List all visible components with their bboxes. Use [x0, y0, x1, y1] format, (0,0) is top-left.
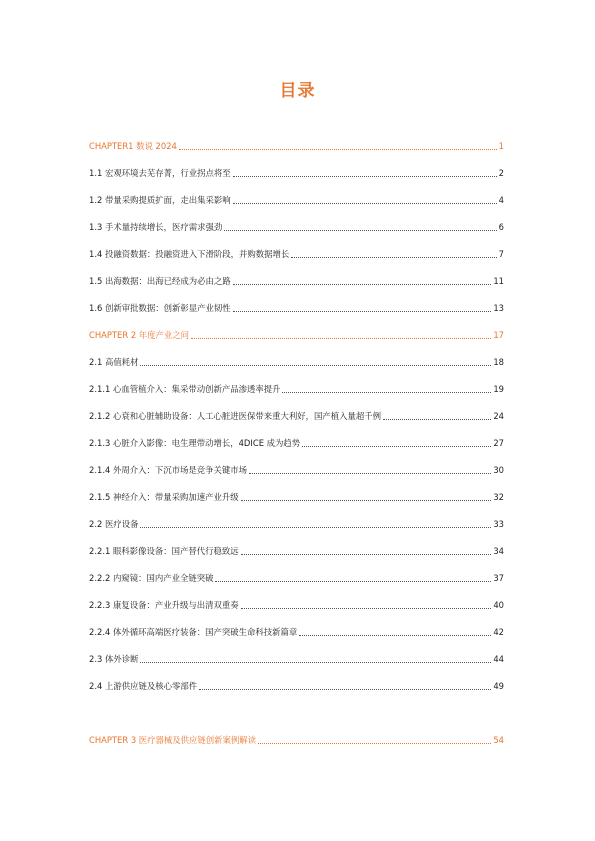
- dot-leader: [233, 203, 497, 204]
- dot-leader: [291, 257, 496, 258]
- toc-entry-page: 42: [493, 627, 504, 637]
- dot-leader: [241, 608, 492, 609]
- toc-entry-2-2-1[interactable]: [89, 544, 504, 558]
- toc-entry-page: 6: [498, 222, 504, 232]
- toc-entry-1-2[interactable]: [89, 193, 504, 207]
- dot-leader: [233, 176, 497, 177]
- toc-entry-chapter-1[interactable]: [89, 139, 504, 153]
- dot-leader: [249, 473, 491, 474]
- dot-leader: [224, 230, 496, 231]
- toc-entry-page: 18: [493, 357, 504, 367]
- toc-entry-page: 13: [493, 303, 504, 313]
- toc-entry-page: 1: [498, 141, 504, 151]
- toc-entry-label: 2.1 高值耗材: [89, 357, 139, 367]
- dot-leader: [299, 635, 491, 636]
- toc-entry-label: 1.4 投融资数据：投融资进入下滑阶段，并购数据增长: [89, 249, 290, 259]
- dot-leader: [215, 581, 491, 582]
- toc-entry-chapter-2[interactable]: [89, 328, 504, 342]
- toc-entry-label: 2.2.2 内窥镜：国内产业全链突破: [89, 573, 214, 583]
- toc-entry-label: 1.5 出海数据：出海已经成为必由之路: [89, 276, 231, 286]
- toc-entry-label: 2.2 医疗设备: [89, 519, 139, 529]
- toc-entry-2-1[interactable]: [89, 355, 504, 369]
- dot-leader: [233, 311, 492, 312]
- toc-entry-page: 4: [498, 195, 504, 205]
- toc-entry-label: CHAPTER 2 年度产业之问: [89, 330, 190, 340]
- toc-entry-2-2-2[interactable]: [89, 571, 504, 585]
- toc-entry-page: 54: [493, 735, 504, 745]
- toc-entry-2-3[interactable]: [89, 652, 504, 666]
- toc-entry-label: 2.2.1 眼科影像设备：国产替代行稳致远: [89, 546, 239, 556]
- toc-entry-page: 30: [493, 465, 504, 475]
- dot-leader: [302, 446, 491, 447]
- toc-entry-page: 7: [498, 249, 504, 259]
- toc-entry-label: 1.1 宏观环境去芜存菁，行业拐点将至: [89, 168, 231, 178]
- dot-leader: [241, 500, 492, 501]
- toc-entry-2-2-3[interactable]: [89, 598, 504, 612]
- toc-entry-label: 2.2.3 康复设备：产业升级与出清双重奏: [89, 600, 239, 610]
- toc-entry-label: 2.3 体外诊断: [89, 654, 139, 664]
- toc-entry-2-1-4[interactable]: [89, 463, 504, 477]
- dot-leader: [241, 554, 492, 555]
- toc-entry-1-5[interactable]: [89, 274, 504, 288]
- dot-leader: [140, 662, 491, 663]
- toc-entry-page: 33: [493, 519, 504, 529]
- toc-entry-page: 37: [493, 573, 504, 583]
- toc-entry-page: 44: [493, 654, 504, 664]
- toc-entry-page: 2: [498, 168, 504, 178]
- toc-entry-label: 2.1.1 心血管植介入：集采带动创新产品渗透率提升: [89, 384, 281, 394]
- dot-leader: [383, 419, 491, 420]
- toc-entry-page: 17: [493, 330, 504, 340]
- toc-entry-chapter-3[interactable]: [89, 733, 504, 747]
- toc-entry-label: CHAPTER1 数说 2024: [89, 141, 177, 151]
- toc-entry-label: 2.1.4 外周介入：下沉市场是竞争关键市场: [89, 465, 247, 475]
- dot-leader: [199, 689, 491, 690]
- toc-entry-2-4[interactable]: [89, 679, 504, 693]
- toc-entry-label: 2.4 上游供应链及核心零部件: [89, 681, 198, 691]
- toc-entry-label: 2.1.5 神经介入：带量采购加速产业升级: [89, 492, 239, 502]
- dot-leader: [179, 149, 497, 150]
- dot-leader: [191, 338, 491, 339]
- toc-entry-label: 1.3 手术量持续增长，医疗需求强劲: [89, 222, 223, 232]
- toc-entry-page: 24: [493, 411, 504, 421]
- toc-entry-2-2[interactable]: [89, 517, 504, 531]
- toc-entry-1-4[interactable]: [89, 247, 504, 261]
- toc-entry-2-1-2[interactable]: [89, 409, 504, 423]
- toc-entry-page: 11: [493, 276, 504, 286]
- toc-entry-1-6[interactable]: [89, 301, 504, 315]
- dot-leader: [140, 527, 491, 528]
- toc-entry-2-1-3[interactable]: [89, 436, 504, 450]
- toc-entry-page: 27: [493, 438, 504, 448]
- toc-entry-label: 1.6 创新审批数据：创新彰显产业韧性: [89, 303, 231, 313]
- toc-entry-page: 19: [493, 384, 504, 394]
- toc-entry-page: 32: [493, 492, 504, 502]
- dot-leader: [233, 284, 492, 285]
- toc-entry-label: 2.2.4 体外循环高端医疗装备：国产突破生命科技新篇章: [89, 627, 298, 637]
- toc-entry-1-1[interactable]: [89, 166, 504, 180]
- toc-entry-page: 34: [493, 546, 504, 556]
- toc-entry-label: CHAPTER 3 医疗器械及供应链创新案例解读: [89, 735, 257, 745]
- toc-entry-page: 49: [493, 681, 504, 691]
- toc-entry-2-1-1[interactable]: [89, 382, 504, 396]
- toc-entry-2-1-5[interactable]: [89, 490, 504, 504]
- dot-leader: [282, 392, 491, 393]
- toc-entry-label: 2.1.3 心脏介入影像：电生理带动增长，4DICE 成为趋势: [89, 438, 301, 448]
- toc-entry-label: 2.1.2 心衰和心脏辅助设备：人工心脏进医保带来重大利好，国产植入量超千例: [89, 411, 381, 421]
- toc-entry-1-3[interactable]: [89, 220, 504, 234]
- toc-entry-label: 1.2 带量采购提质扩面，走出集采影响: [89, 195, 231, 205]
- toc-entry-page: 40: [493, 600, 504, 610]
- toc-entry-2-2-4[interactable]: [89, 625, 504, 639]
- dot-leader: [258, 743, 491, 744]
- page-title: 目录: [279, 81, 316, 101]
- dot-leader: [140, 365, 491, 366]
